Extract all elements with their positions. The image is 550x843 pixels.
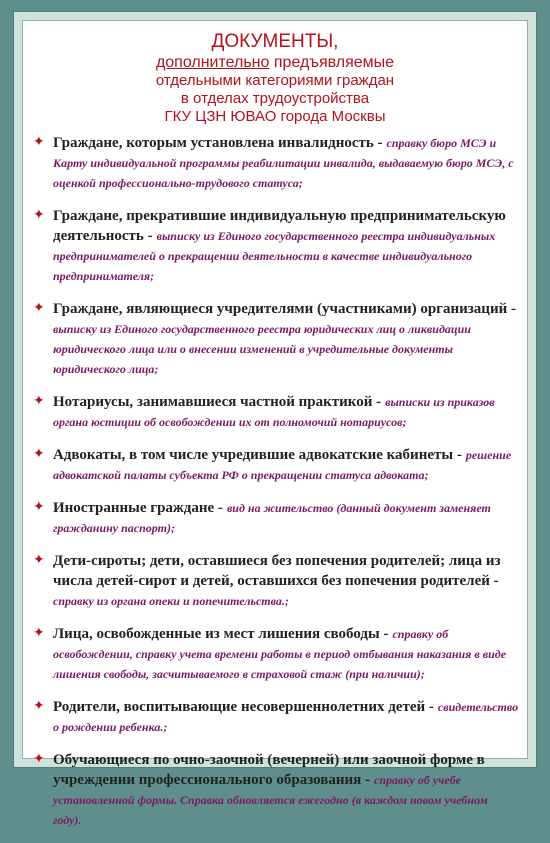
documents-text: справку об учебе установленной формы. Справка обновляется ежегодно (в каждом новом учебном году). (53, 773, 488, 827)
category-text: Граждане, являющиеся учредителями (участниками) организаций - (53, 301, 516, 317)
header-title: ДОКУМЕНТЫ, (211, 31, 339, 52)
category-text: Граждане, прекратившие индивидуальную предпринимательскую деятельность - (53, 208, 506, 244)
star-bullet-icon: ✦ (33, 134, 45, 150)
list-item (33, 299, 519, 379)
list-item (33, 133, 519, 193)
category-text: Иностранные граждане - (53, 500, 223, 516)
documents-text: решение адвокатской палаты субъекта РФ о прекращении статуса адвоката; (53, 448, 512, 482)
star-bullet-icon: ✦ (33, 393, 45, 409)
documents-text: выписку из Единого государственного реестра юридических лиц о ликвидации юридического лица или о внесении изменений в учредительные документы юридического лица; (53, 322, 471, 376)
header-subtitle (23, 53, 527, 72)
category-text: Нотариусы, занимавшиеся частной практикой - (53, 394, 382, 410)
header-line-3: отдельными категориями граждан (155, 72, 395, 89)
category-text: Дети-сироты; дети, оставшиеся без попечения родителей; лица из числа детей-сирот и детей, оставшихся без попечения родителей - (53, 553, 501, 589)
list-item (33, 697, 519, 737)
documents-text: выписку из Единого государственного реестра индивидуальных предпринимателей о прекращении деятельности в качестве индивидуального предпринимателя; (53, 229, 496, 283)
documents-text: вид на жительство (данный документ заменяет гражданину паспорт); (53, 501, 491, 535)
category-text: Адвокаты, в том числе учредившие адвокатские кабинеты - (53, 447, 462, 463)
list-item (33, 498, 519, 538)
star-bullet-icon: ✦ (33, 552, 45, 568)
header-word: предъявляемые (273, 54, 395, 71)
documents-text: справку об освобождении, справку учета времени работы в период отбывания наказания в виде лишения свободы, засчитываемого в страховой стаж (при наличии); (53, 627, 507, 681)
poster-frame (13, 11, 537, 827)
category-text: Родители, воспитывающие несовершеннолетних детей - (53, 699, 434, 715)
star-bullet-icon: ✦ (33, 499, 45, 515)
documents-text: справку бюро МСЭ и Карту индивидуальной программы реабилитации инвалида, выдаваемую бюро МСЭ, с оценкой профессионально-трудового статуса; (53, 136, 514, 190)
poster-header (23, 31, 527, 126)
category-text: Обучающиеся по очно-заочной (вечерней) или заочной форме в учреждении профессионального образования - (53, 752, 485, 788)
header-line-4: в отделах трудоустройства (180, 90, 370, 107)
header-underlined-word: дополнительно (155, 54, 270, 71)
documents-text: справку из органа опеки и попечительства.; (53, 594, 289, 608)
star-bullet-icon: ✦ (33, 446, 45, 462)
list-item (33, 392, 519, 432)
category-text: Граждане, которым установлена инвалидность - (53, 135, 383, 151)
list-item (33, 206, 519, 286)
poster-panel (22, 20, 528, 827)
list-item (33, 624, 519, 684)
star-bullet-icon: ✦ (33, 207, 45, 223)
list-item (33, 551, 519, 611)
star-bullet-icon: ✦ (33, 625, 45, 641)
document-list (33, 133, 519, 843)
category-text: Лица, освобожденные из мест лишения свободы - (53, 626, 389, 642)
star-bullet-icon: ✦ (33, 698, 45, 714)
star-bullet-icon: ✦ (33, 300, 45, 316)
star-bullet-icon: ✦ (33, 751, 45, 767)
documents-text: свидетельство о рождении ребенка.; (53, 700, 519, 734)
documents-text: выписки из приказов органа юстиции об освобождении их от полномочий нотариусов; (53, 395, 495, 429)
list-item (33, 750, 519, 830)
list-item (33, 445, 519, 485)
header-line-5: ГКУ ЦЗН ЮВАО города Москвы (164, 108, 386, 125)
